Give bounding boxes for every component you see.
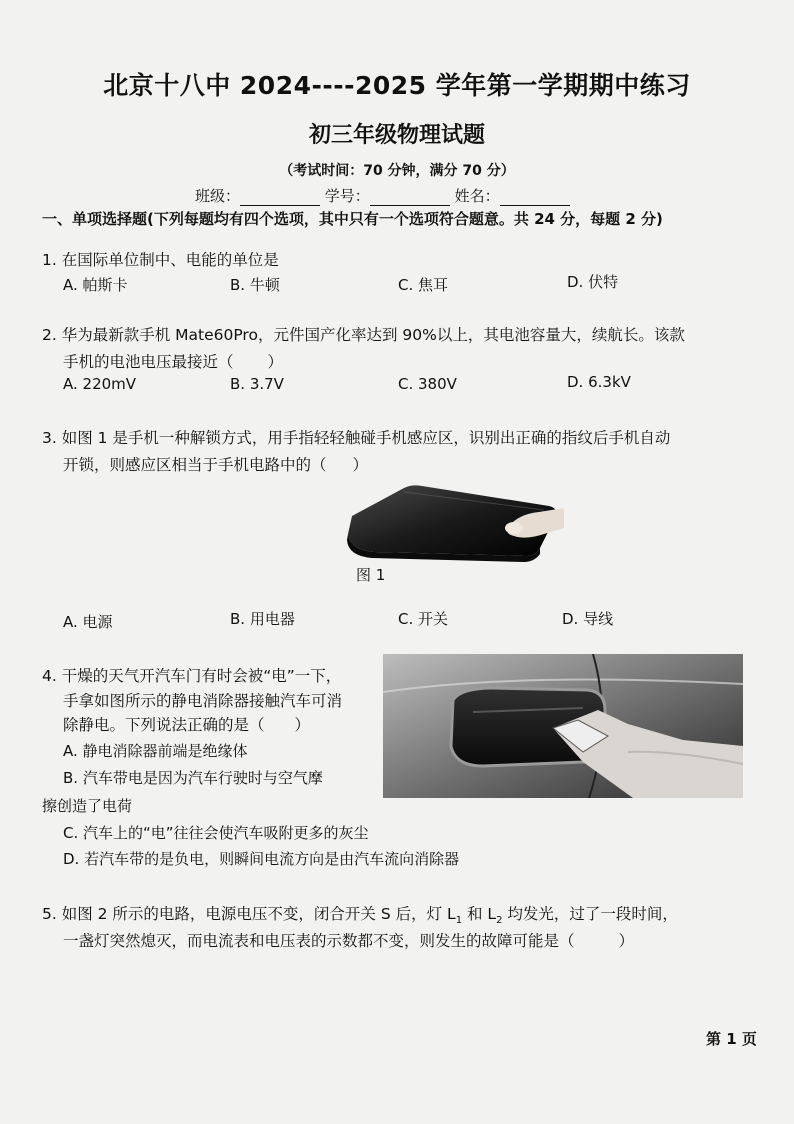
exam-title: 北京十八中 2024----2025 学年第一学期期中练习 bbox=[103, 71, 691, 100]
q1-option-a: A. 帕斯卡 bbox=[63, 276, 128, 294]
q1-option-b: B. 牛顿 bbox=[230, 276, 280, 294]
time-info: （考试时间：70 分钟，满分 70 分） bbox=[279, 163, 515, 179]
student-info-fields bbox=[195, 185, 570, 206]
exam-subtitle: 初三年级物理试题 bbox=[308, 123, 485, 148]
q3-option-b: B. 用电器 bbox=[230, 610, 295, 628]
id-label: 学号： bbox=[324, 187, 370, 205]
q2-option-b: B. 3.7V bbox=[230, 375, 284, 393]
q3-stem-line2: 开锁，则感应区相当于手机电路中的（ ） bbox=[63, 456, 369, 474]
q4-stem-line3: 除静电。下列说法正确的是（ ） bbox=[63, 716, 311, 734]
q3-option-d: D. 导线 bbox=[562, 610, 614, 628]
car-door-static-eliminator-image bbox=[383, 654, 743, 798]
q1-stem: 1. 在国际单位制中、电能的单位是 bbox=[42, 251, 279, 269]
section-heading: 一、单项选择题(下列每题均有四个选项，其中只有一个选项符合题意。共 24 分，每题 2 分) bbox=[42, 210, 663, 228]
q2-option-c: C. 380V bbox=[398, 375, 457, 393]
page-number: 第 1 页 bbox=[706, 1030, 757, 1048]
phone-fingerprint-image bbox=[344, 482, 564, 564]
q2-option-d: D. 6.3kV bbox=[567, 373, 631, 391]
q5-stem-line1: 5. 如图 2 所示的电路，电源电压不变，闭合开关 S 后，灯 $L_1$ 和 $L_2$ 均发光，过了一段时间， bbox=[42, 905, 678, 927]
q4-option-a: A. 静电消除器前端是绝缘体 bbox=[63, 742, 248, 760]
figure-1-caption: 图 1 bbox=[356, 566, 386, 584]
q4-stem-line2: 手拿如图所示的静电消除器接触汽车可消 bbox=[63, 692, 343, 710]
q2-stem-line2: 手机的电池电压最接近（ ） bbox=[63, 353, 284, 371]
q3-option-c: C. 开关 bbox=[398, 610, 449, 628]
q1-option-d: D. 伏特 bbox=[567, 273, 619, 291]
q5-stem-line2: 一盏灯突然熄灭，而电流表和电压表的示数都不变，则发生的故障可能是（ ） bbox=[63, 932, 635, 950]
q2-option-a: A. 220mV bbox=[63, 375, 137, 393]
class-label: 班级： bbox=[195, 187, 241, 205]
q4-option-d: D. 若汽车带的是负电，则瞬间电流方向是由汽车流向消除器 bbox=[63, 850, 460, 868]
q4-option-b: B. 汽车带电是因为汽车行驶时与空气摩 bbox=[63, 769, 323, 787]
q4-option-b-cont: 擦创造了电荷 bbox=[42, 797, 133, 815]
class-blank[interactable] bbox=[240, 191, 320, 206]
q3-option-a: A. 电源 bbox=[63, 613, 113, 631]
q2-stem-line1: 2. 华为最新款手机 Mate60Pro，元件国产化率达到 90%以上，其电池容量大，续航长。该款 bbox=[42, 326, 685, 344]
name-label: 姓名： bbox=[454, 187, 500, 205]
name-blank[interactable] bbox=[500, 191, 570, 206]
q3-stem-line1: 3. 如图 1 是手机一种解锁方式，用手指轻轻触碰手机感应区，识别出正确的指纹后手机自动 bbox=[42, 429, 671, 447]
id-blank[interactable] bbox=[370, 191, 450, 206]
q1-option-c: C. 焦耳 bbox=[398, 276, 449, 294]
q4-option-c: C. 汽车上的“电”往往会使汽车吸附更多的灰尘 bbox=[63, 824, 369, 842]
q4-stem-line1: 4. 干燥的天气开汽车门有时会被“电”一下， bbox=[42, 667, 342, 685]
